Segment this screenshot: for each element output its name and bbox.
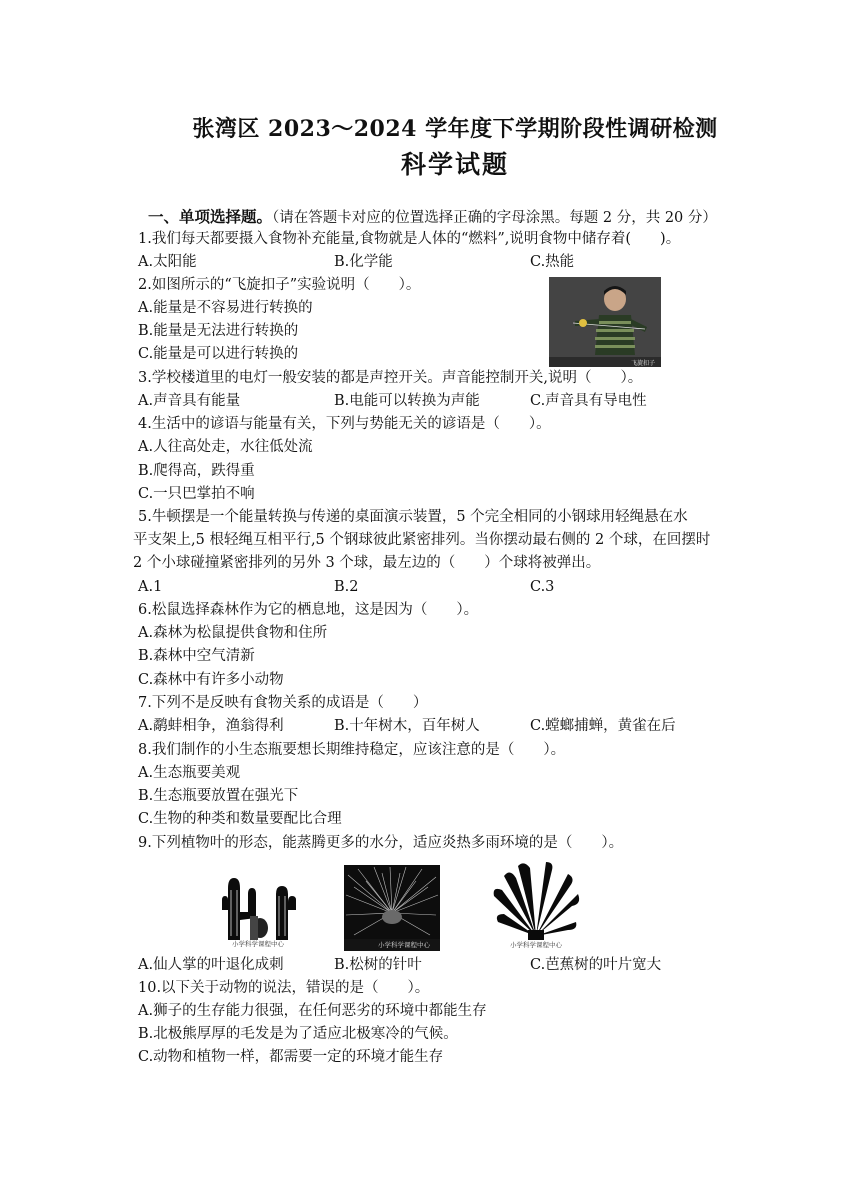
exam-title: 张湾区 2023～2024 学年度下学期阶段性调研检测	[192, 116, 718, 142]
q5-stem-line2: 平支架上,5 根轻绳互相平行,5 个钢球彼此紧密排列。当你摆动最右侧的 2 个球，在回摆时	[133, 532, 711, 548]
section-heading	[148, 205, 717, 227]
q2-option-c: C.能量是可以进行转换的	[138, 346, 299, 362]
q9-banana-leaf-image	[488, 856, 584, 950]
q4-option-a: A.人往高处走，水往低处流	[138, 439, 313, 455]
q6-stem: 6.松鼠选择森林作为它的栖息地，这是因为（ ）。	[138, 602, 479, 618]
q3-stem: 3.学校楼道里的电灯一般安装的都是声控开关。声音能控制开关,说明（ ）。	[138, 370, 643, 386]
q5-option-b: B.2	[334, 579, 359, 595]
q7-option-c: C.螳螂捕蝉，黄雀在后	[530, 718, 676, 734]
q10-option-b: B.北极熊厚厚的毛发是为了适应北极寒冷的气候。	[138, 1026, 458, 1042]
q3-option-c: C.声音具有导电性	[530, 393, 647, 409]
q8-option-a: A.生态瓶要美观	[138, 765, 241, 781]
q5-stem-line3: 2 个小球碰撞紧密排列的另外 3 个球，最左边的（ ）个球将被弹出。	[133, 555, 601, 571]
q2-stem: 2.如图所示的“飞旋扣子”实验说明（ ）。	[138, 277, 421, 293]
q6-option-c: C.森林中有许多小动物	[138, 672, 284, 688]
q4-option-b: B.爬得高，跌得重	[138, 463, 255, 479]
q8-option-c: C.生物的种类和数量要配比合理	[138, 811, 342, 827]
q5-option-c: C.3	[530, 579, 555, 595]
q7-option-b: B.十年树木，百年树人	[334, 718, 480, 734]
q9-cactus-image	[214, 860, 304, 950]
q9-option-a: A.仙人掌的叶退化成刺	[138, 957, 284, 973]
q7-stem: 7.下列不是反映有食物关系的成语是（ ）	[138, 695, 428, 711]
q9-stem: 9.下列植物叶的形态，能蒸腾更多的水分，适应炎热多雨环境的是（ ）。	[138, 835, 624, 851]
section-title: 一、单项选择题。	[148, 207, 273, 226]
exam-subtitle: 科学试题	[400, 150, 509, 179]
q2-option-b: B.能量是无法进行转换的	[138, 323, 299, 339]
q7-option-a: A.鹬蚌相争，渔翁得利	[138, 718, 284, 734]
q5-stem-line1: 5.牛顿摆是一个能量转换与传递的桌面演示装置，5 个完全相同的小钢球用轻绳悬在水	[138, 509, 688, 525]
q5-option-a: A.1	[138, 579, 163, 595]
q6-option-a: A.森林为松鼠提供食物和住所	[138, 625, 328, 641]
q4-option-c: C.一只巴掌拍不响	[138, 486, 255, 502]
q10-option-c: C.动物和植物一样，都需要一定的环境才能生存	[138, 1049, 444, 1065]
q2-photo-caption: 飞旋扣子	[631, 360, 656, 367]
q9-watermark-a: 小学科学课程中心	[232, 940, 284, 948]
q9-watermark-c: 小学科学课程中心	[510, 941, 562, 949]
q1-stem: 1.我们每天都要摄入食物补充能量,食物就是人体的“燃料”,说明食物中储存着( )。	[138, 231, 681, 247]
q1-option-c: C.热能	[530, 254, 575, 270]
q9-option-b: B.松树的针叶	[334, 957, 422, 973]
section-instruction: （请在答题卡对应的位置选择正确的字母涂黑。每题 2 分，共 20 分）	[272, 210, 717, 226]
q3-option-b: B.电能可以转换为声能	[334, 393, 480, 409]
q9-option-c: C.芭蕉树的叶片宽大	[530, 957, 662, 973]
q1-option-b: B.化学能	[334, 254, 393, 270]
q2-option-a: A.能量是不容易进行转换的	[138, 300, 313, 316]
q3-option-a: A.声音具有能量	[138, 393, 241, 409]
q8-stem: 8.我们制作的小生态瓶要想长期维持稳定，应该注意的是（ ）。	[138, 742, 566, 758]
q6-option-b: B.森林中空气清新	[138, 648, 255, 664]
q1-option-a: A.太阳能	[138, 254, 197, 270]
q2-spinning-button-photo	[549, 277, 661, 367]
q10-option-a: A.狮子的生存能力很强，在任何恶劣的环境中都能生存	[138, 1003, 487, 1019]
q8-option-b: B.生态瓶要放置在强光下	[138, 788, 299, 804]
q4-stem: 4.生活中的谚语与能量有关，下列与势能无关的谚语是（ ）。	[138, 416, 551, 432]
q9-watermark-b: 小学科学课程中心	[378, 941, 430, 949]
q9-pine-needle-image	[344, 865, 440, 951]
q10-stem: 10.以下关于动物的说法，错误的是（ ）。	[138, 980, 430, 996]
